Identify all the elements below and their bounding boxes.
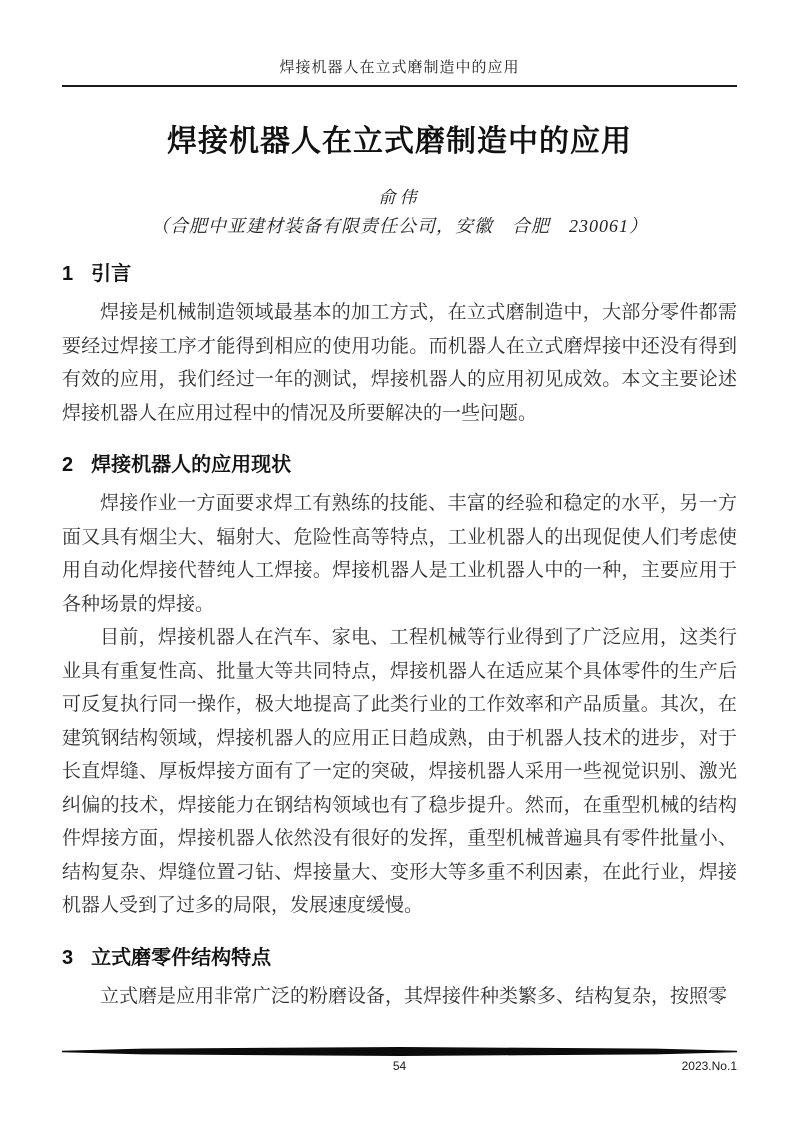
section-2-heading [62,452,737,479]
section-2-paragraph-2: 目前，焊接机器人在汽车、家电、工程机械等行业得到了广泛应用，这类行业具有重复性高、批量大等共同特点，焊接机器人在适应某个具体零件的生产后可反复执行同一操作，极大地提高了此类行业的工作效率和产品质量。其次，在建筑钢结构领域，焊接机器人的应用正日趋成熟，由于机器人技术的进步，对于长直焊缝、厚板焊接方面有了一定的突破，焊接机器人采用一些视觉识别、激光纠偏的技术，焊接能力在钢结构领域也有了稳步提升。然而，在重型机械的结构件焊接方面，焊接机器人依然没有很好的发挥，重型机械普遍具有零件批量小、结构复杂、焊缝位置刁钻、焊接量大、变形大等多重不利因素，在此行业，焊接机器人受到了过多的局限，发展速度缓慢。 [62,627,737,916]
section-application-status [62,452,737,923]
running-header: 焊接机器人在立式磨制造中的应用 [279,60,520,76]
article-title: 焊接机器人在立式磨制造中的应用 [167,125,632,158]
header-rule [62,85,737,87]
section-2-title: 焊接机器人的应用现状 [91,454,292,476]
issue-label: 2023.No.1 [681,1059,737,1073]
section-structure-features [62,945,737,1014]
page-footer [62,1047,737,1076]
author-name: 俞伟 [378,188,421,207]
section-1-paragraph-1: 焊接是机械制造领域最基本的加工方式，在立式磨制造中，大部分零件都需要经过焊接工序才能得到相应的使用功能。而机器人在立式磨焊接中还没有得到有效的应用，我们经过一年的测试，焊接机器人的应用初见成效。本文主要论述焊接机器人在应用过程中的情况及所要解决的一些问题。 [62,302,737,424]
footer-text-row [62,1058,737,1076]
section-2-number: 2 [62,454,74,476]
section-1-heading [62,261,737,288]
section-3-title: 立式磨零件结构特点 [91,946,272,969]
section-3-number: 3 [62,946,74,969]
section-introduction [62,261,737,430]
footer-rule-bar [62,1047,737,1056]
section-3-heading [62,945,737,972]
section-1-number: 1 [62,263,74,285]
section-3-paragraph-1: 立式磨是应用非常广泛的粉磨设备，其焊接件种类繁多、结构复杂，按照零 [100,985,728,1007]
page-number: 54 [392,1059,407,1073]
author-affiliation: （合肥中亚建材装备有限责任公司，安徽 合肥 230061） [151,216,648,236]
section-2-paragraph-1: 焊接作业一方面要求焊工有熟练的技能、丰富的经验和稳定的水平，另一方面又具有烟尘大、辐射大、危险性高等特点，工业机器人的出现促使人们考虑使用自动化焊接代替纯人工焊接。焊接机器人是工业机器人中的一种，主要应用于各种场景的焊接。 [62,493,737,615]
section-1-title: 引言 [91,263,132,285]
